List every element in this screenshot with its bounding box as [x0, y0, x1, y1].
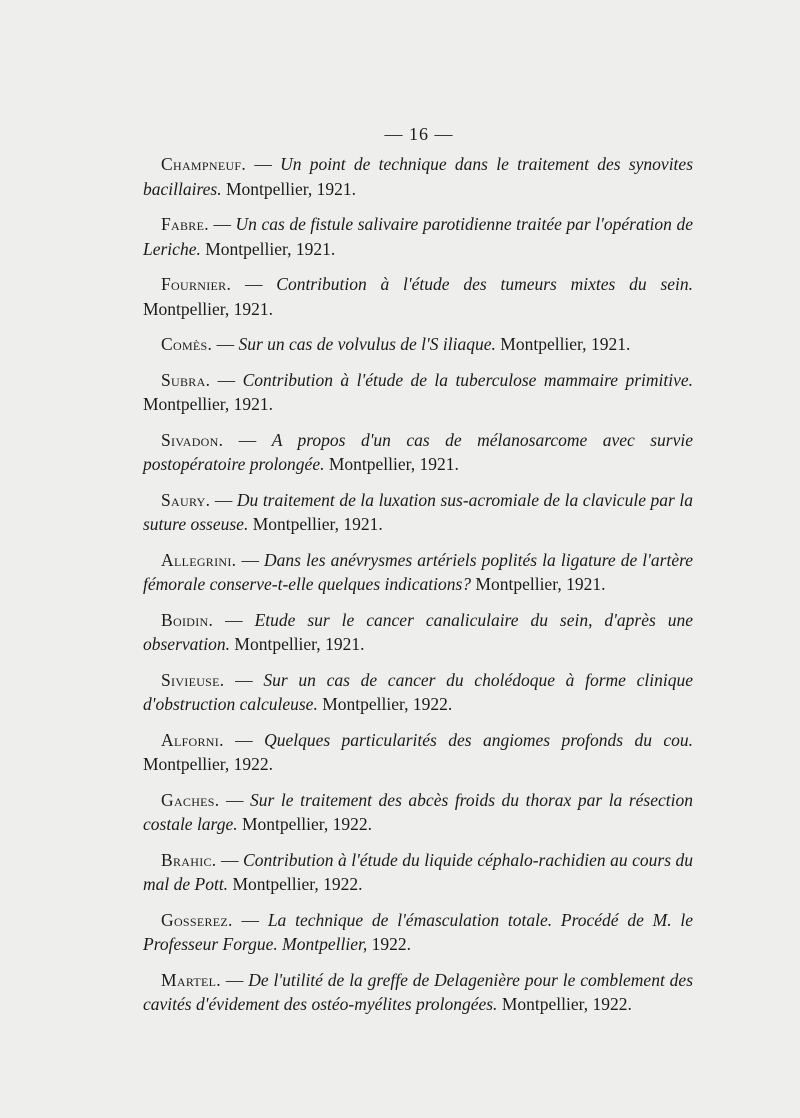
bibliography-entry	[143, 332, 693, 357]
bibliography-entry	[143, 968, 693, 1017]
entry-title: Un point de technique dans le traitement des synovites bacillaires.	[143, 154, 694, 199]
entry-year: 1921.	[343, 514, 383, 534]
entry-title: Etude sur le cancer canaliculaire du sein, d'après une observation.	[143, 609, 694, 654]
entry-author: Allegrini.	[161, 549, 237, 570]
entry-year: 1921.	[233, 394, 274, 414]
entry-author: Subra.	[161, 369, 211, 390]
entry-place: Montpellier,	[500, 334, 587, 354]
entry-title: Sur un cas de cancer du cholédoque à forme clinique d'obstruction calculeuse.	[143, 669, 694, 714]
bibliography-entry	[143, 788, 693, 837]
entry-author: Sivadon.	[161, 429, 224, 450]
bibliography-entry	[143, 548, 693, 597]
entry-year: 1922.	[233, 754, 274, 774]
entry-title: De l'utilité de la greffe de Delagenière pour le comblement des cavités d'évidement des ostéo-myélites prolongées.	[143, 969, 693, 1014]
entry-author: Alforni.	[161, 729, 224, 750]
entry-title: Quelques particularités des angiomes profonds du cou.	[264, 729, 693, 750]
entry-title: Du traitement de la luxation sus-acromiale de la clavicule par la suture osseuse.	[143, 489, 694, 534]
entry-author: Martel.	[161, 969, 221, 990]
entry-place: Montpellier,	[252, 514, 339, 534]
entry-author: Fournier.	[161, 274, 232, 294]
bibliography-entry	[143, 728, 693, 777]
entry-year: 1921.	[233, 298, 274, 319]
entry-year: 1921.	[419, 454, 459, 474]
em-dash: —	[244, 274, 263, 294]
entry-place: Montpellier,	[143, 754, 230, 774]
em-dash: —	[214, 489, 233, 510]
page-number: — 16 —	[384, 124, 454, 144]
entry-place: Montpellier,	[241, 814, 329, 834]
entry-title: Contribution à l'étude du liquide céphalo-rachidien au cours du mal de Pott.	[143, 849, 694, 894]
entry-author: Gaches.	[161, 789, 220, 810]
bibliography-list	[143, 152, 693, 1028]
entry-year: 1922.	[332, 814, 373, 834]
entry-place: Montpellier,	[205, 238, 292, 259]
entry-place: Montpellier,	[475, 574, 562, 594]
entry-year: 1922.	[371, 934, 411, 954]
entry-year: 1922.	[412, 694, 453, 714]
bibliography-entry	[143, 488, 693, 537]
bibliography-entry	[143, 908, 693, 957]
entry-year: 1922.	[592, 994, 632, 1014]
bibliography-entry	[143, 428, 693, 477]
entry-title: Contribution à l'étude de la tuberculose mammaire primitive.	[242, 369, 694, 390]
entry-year: 1921.	[590, 334, 631, 354]
em-dash: —	[217, 369, 236, 390]
entry-place: Montpellier,	[328, 454, 416, 474]
bibliography-entry	[143, 848, 693, 897]
em-dash: —	[238, 429, 257, 450]
entry-year: 1921.	[316, 178, 357, 199]
entry-author: Champneuf.	[161, 154, 247, 174]
entry-year: 1922.	[323, 874, 363, 894]
em-dash: —	[254, 154, 272, 174]
entry-place: Montpellier,	[143, 298, 230, 319]
bibliography-entry	[143, 152, 693, 201]
entry-place: Montpellier,	[225, 178, 313, 199]
entry-place: Montpellier,	[501, 994, 589, 1014]
bibliography-entry	[143, 608, 693, 657]
entry-year: 1921.	[295, 238, 336, 259]
em-dash: —	[213, 214, 231, 234]
entry-place: Montpellier,	[143, 394, 230, 414]
em-dash: —	[241, 549, 259, 570]
bibliography-entry	[143, 368, 693, 417]
entry-title: Un cas de fistule salivaire parotidienne traitée par l'opération de Leriche.	[143, 214, 693, 259]
entry-author: Brahic.	[161, 849, 217, 870]
em-dash: —	[235, 669, 253, 690]
entry-title: Contribution à l'étude des tumeurs mixtes du sein.	[276, 274, 694, 294]
entry-place: Montpellier,	[322, 694, 409, 714]
em-dash: —	[235, 729, 253, 750]
bibliography-entry	[143, 668, 693, 717]
entry-year: 1921.	[325, 634, 365, 654]
entry-title: Dans les anévrysmes artériels poplités la ligature de l'artère fémorale conserve-t-elle quelques indications?	[143, 549, 694, 594]
entry-author: Comès.	[161, 334, 213, 354]
em-dash: —	[225, 969, 244, 990]
em-dash: —	[241, 909, 260, 930]
entry-author: Boidin.	[161, 609, 214, 630]
entry-place: Montpellier,	[234, 634, 321, 654]
bibliography-entry	[143, 272, 693, 321]
em-dash: —	[221, 849, 239, 870]
entry-author: Gosserez.	[161, 909, 233, 930]
entry-title: La technique de l'émasculation totale. Procédé de M. le Professeur Forgue. Montpellier,	[143, 909, 694, 954]
entry-author: Saury.	[161, 489, 211, 510]
em-dash: —	[225, 609, 243, 630]
entry-year: 1921.	[566, 574, 606, 594]
entry-author: Sivieuse.	[161, 669, 225, 690]
em-dash: —	[226, 789, 244, 810]
bibliography-entry	[143, 212, 693, 261]
em-dash: —	[216, 334, 235, 354]
entry-title: A propos d'un cas de mélanosarcome avec survie postopératoire prolongée.	[143, 429, 694, 474]
entry-author: Fabre.	[161, 214, 209, 234]
entry-title: Sur un cas de volvulus de l'S iliaque.	[238, 334, 496, 354]
entry-place: Montpellier,	[232, 874, 319, 894]
entry-title: Sur le traitement des abcès froids du thorax par la résection costale large.	[143, 789, 694, 834]
